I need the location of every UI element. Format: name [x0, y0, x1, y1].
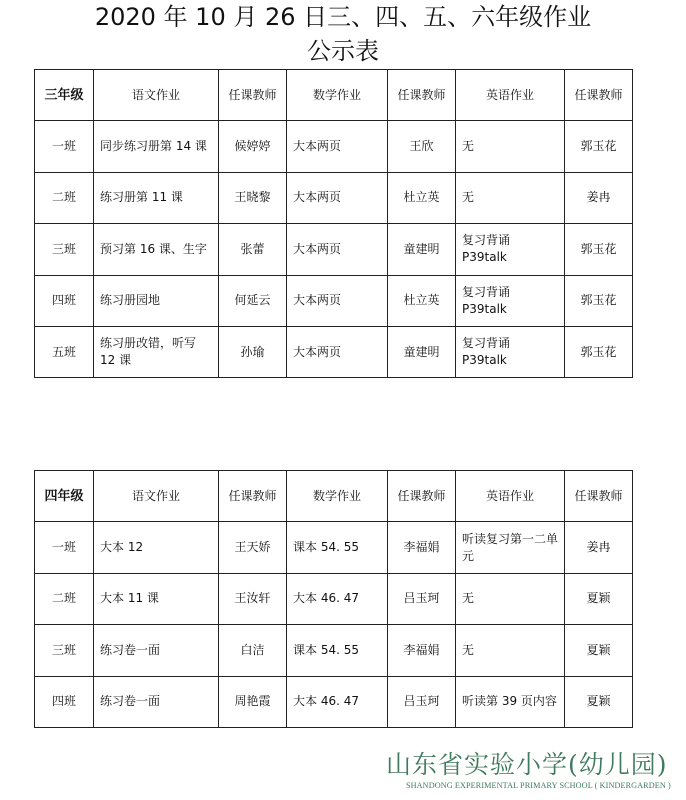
english-teacher-cell: 郭玉花 [565, 326, 633, 377]
header-chinese: 语文作业 [94, 471, 219, 522]
math-teacher-cell: 吕玉珂 [388, 676, 456, 727]
math-homework-cell: 大本 46. 47 [287, 573, 388, 624]
math-teacher-cell: 吕玉珂 [388, 573, 456, 624]
math-homework-cell: 大本 46. 47 [287, 676, 388, 727]
header-teacher: 任课教师 [388, 471, 456, 522]
header-math: 数学作业 [287, 471, 388, 522]
math-homework-cell: 大本两页 [287, 275, 388, 326]
table-row [35, 121, 633, 172]
class-cell: 三班 [35, 625, 94, 676]
math-teacher-cell: 李福娟 [388, 625, 456, 676]
chinese-teacher-cell: 张蕾 [219, 224, 287, 275]
math-homework-cell: 大本两页 [287, 121, 388, 172]
english-teacher-cell: 郭玉花 [565, 224, 633, 275]
class-cell: 二班 [35, 172, 94, 223]
title-line-1: 2020 年 10 月 26 日三、四、五、六年级作业 [94, 3, 592, 31]
grade-label: 四年级 [35, 471, 94, 522]
class-cell: 二班 [35, 573, 94, 624]
table-row [35, 522, 633, 573]
header-english: 英语作业 [456, 471, 565, 522]
grade4-homework-table [34, 470, 633, 728]
table-header-row [35, 70, 633, 121]
chinese-homework-cell: 练习册园地 [94, 275, 219, 326]
header-english: 英语作业 [456, 70, 565, 121]
math-homework-cell: 大本两页 [287, 172, 388, 223]
math-teacher-cell: 童建明 [388, 326, 456, 377]
header-chinese: 语文作业 [94, 70, 219, 121]
chinese-teacher-cell: 王汝轩 [219, 573, 287, 624]
math-teacher-cell: 李福娟 [388, 522, 456, 573]
chinese-homework-cell: 练习卷一面 [94, 625, 219, 676]
english-teacher-cell: 夏颖 [565, 676, 633, 727]
english-homework-cell: 复习背诵 P39talk [456, 275, 565, 326]
chinese-homework-cell: 练习册第 11 课 [94, 172, 219, 223]
header-teacher: 任课教师 [388, 70, 456, 121]
chinese-teacher-cell: 孙瑜 [219, 326, 287, 377]
table-row [35, 275, 633, 326]
english-homework-cell: 复习背诵 P39talk [456, 224, 565, 275]
grade-label: 三年级 [35, 70, 94, 121]
chinese-teacher-cell: 周艳霞 [219, 676, 287, 727]
table-row [35, 224, 633, 275]
math-teacher-cell: 杜立英 [388, 275, 456, 326]
table-row [35, 625, 633, 676]
chinese-teacher-cell: 候婷婷 [219, 121, 287, 172]
english-homework-cell: 听读复习第一二单元 [456, 522, 565, 573]
english-teacher-cell: 姜冉 [565, 522, 633, 573]
math-homework-cell: 大本两页 [287, 326, 388, 377]
chinese-teacher-cell: 何延云 [219, 275, 287, 326]
school-logo-english: SHANDONG EXPERIMENTAL PRIMARY SCHOOL ( KINDERGARDEN ) [406, 781, 671, 790]
math-homework-cell: 课本 54. 55 [287, 522, 388, 573]
chinese-teacher-cell: 王天娇 [219, 522, 287, 573]
english-teacher-cell: 夏颖 [565, 573, 633, 624]
page-title [0, 0, 686, 68]
class-cell: 五班 [35, 326, 94, 377]
chinese-homework-cell: 练习卷一面 [94, 676, 219, 727]
title-line-2: 公示表 [307, 37, 379, 65]
chinese-teacher-cell: 白洁 [219, 625, 287, 676]
header-teacher: 任课教师 [219, 471, 287, 522]
english-homework-cell: 无 [456, 573, 565, 624]
chinese-homework-cell: 大本 12 [94, 522, 219, 573]
header-teacher: 任课教师 [565, 70, 633, 121]
grade3-homework-table [34, 69, 633, 378]
math-teacher-cell: 童建明 [388, 224, 456, 275]
math-homework-cell: 大本两页 [287, 224, 388, 275]
english-teacher-cell: 郭玉花 [565, 275, 633, 326]
english-homework-cell: 无 [456, 121, 565, 172]
table-row [35, 573, 633, 624]
school-logo-chinese: 山东省实验小学(幼儿园) [386, 750, 668, 779]
table-row [35, 172, 633, 223]
math-teacher-cell: 杜立英 [388, 172, 456, 223]
class-cell: 四班 [35, 676, 94, 727]
school-logo [386, 750, 678, 792]
chinese-homework-cell: 大本 11 课 [94, 573, 219, 624]
chinese-homework-cell: 练习册改错，听写 12 课 [94, 326, 219, 377]
english-teacher-cell: 夏颖 [565, 625, 633, 676]
chinese-homework-cell: 预习第 16 课、生字 [94, 224, 219, 275]
class-cell: 三班 [35, 224, 94, 275]
english-homework-cell: 无 [456, 172, 565, 223]
class-cell: 四班 [35, 275, 94, 326]
english-teacher-cell: 郭玉花 [565, 121, 633, 172]
header-teacher: 任课教师 [219, 70, 287, 121]
table-header-row [35, 471, 633, 522]
grade4-rows [35, 522, 633, 728]
table-row [35, 326, 633, 377]
table-row [35, 676, 633, 727]
chinese-homework-cell: 同步练习册第 14 课 [94, 121, 219, 172]
english-teacher-cell: 姜冉 [565, 172, 633, 223]
english-homework-cell: 复习背诵 P39talk [456, 326, 565, 377]
class-cell: 一班 [35, 522, 94, 573]
math-homework-cell: 课本 54. 55 [287, 625, 388, 676]
header-math: 数学作业 [287, 70, 388, 121]
class-cell: 一班 [35, 121, 94, 172]
english-homework-cell: 听读第 39 页内容 [456, 676, 565, 727]
grade3-rows [35, 121, 633, 378]
english-homework-cell: 无 [456, 625, 565, 676]
chinese-teacher-cell: 王晓黎 [219, 172, 287, 223]
header-teacher: 任课教师 [565, 471, 633, 522]
math-teacher-cell: 王欣 [388, 121, 456, 172]
